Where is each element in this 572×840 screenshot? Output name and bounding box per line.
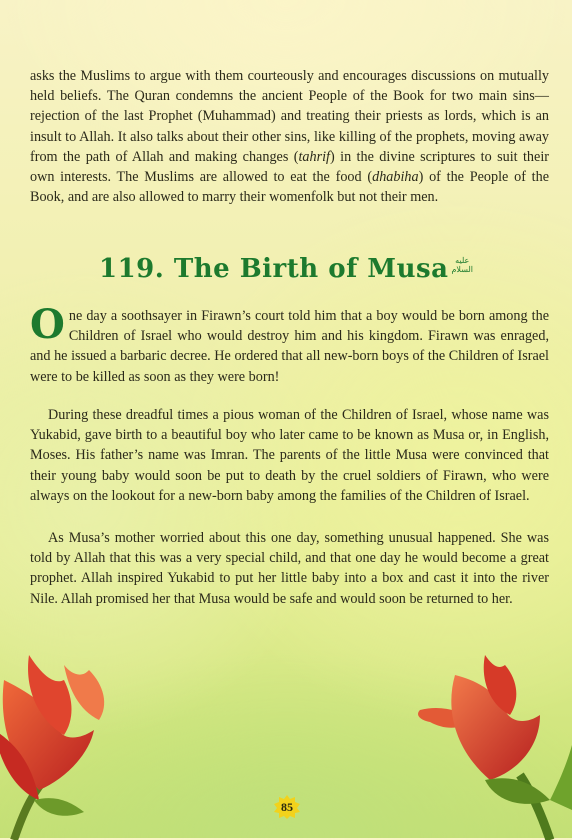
- red-flower-left-icon: [0, 640, 134, 840]
- honorific-line-1: عليه: [455, 256, 470, 265]
- chapter-title: 119. The Birth of Musa: [98, 254, 449, 284]
- intro-text-1: asks the Muslims to argue with them courteously and encourages discussions on mutually held beliefs. The Quran condemns the ancient People of the Book for two main sins—rejection of the last Prophet (Muhammad) and treating their priests as lords, which is an insult to Allah. It also talks about their other sins, like killing of the prophets, moving away from the path of Allah and making changes (: [30, 68, 549, 165]
- drop-cap: O: [30, 301, 65, 348]
- intro-text-3: ) of the People of the Book, and are also allowed to marry their womenfolk but not their men.: [30, 169, 549, 206]
- intro-text-2: ) in the divine scriptures to suit their own interests. The Muslims are allowed to eat the food (: [30, 148, 549, 186]
- honorific-calligraphy: [451, 256, 473, 274]
- honorific-line-2: السلام: [451, 265, 473, 274]
- paragraph-1-text: ne day a soothsayer in Firawn’s court told him that a boy would be born among the Children of Israel who would destroy him and his kingdom. Firawn was enraged, and he issued a barbaric decree. He ordered that all new-born boys of the Children of Israel were to be killed as soon as they were born!: [30, 308, 549, 385]
- intro-italic-dhabiha: dhabiha: [372, 169, 419, 186]
- paragraph-2: During these dreadful times a pious woman of the Children of Israel, whose name was Yukabid, gave birth to a beautiful boy who later came to be known as Musa or, in English, Moses. His father’s name was Imran. The parents of the little Musa were convinced that their young baby would soon be put to death by the cruel soldiers of Firawn, who were always on the lookout for a new-born baby among the families of the Children of Israel.: [30, 407, 549, 504]
- intro-italic-tahrif: tahrif: [298, 148, 331, 165]
- page-number-badge: [272, 794, 302, 820]
- paragraph-3: As Musa’s mother worried about this one day, something unusual happened. She was told by Allah that this was a very special child, and that one day he would become a great prophet. Allah inspired Yukabid to put her little baby into a box and cast it into the river Nile. Allah promised her that Musa would be safe and would soon be returned to her.: [30, 530, 549, 607]
- paragraph-1: [30, 301, 549, 387]
- intro-paragraph: [30, 66, 549, 207]
- chapter-heading: [0, 254, 572, 284]
- red-flower-right-icon: [400, 650, 572, 840]
- page-number: 85: [281, 800, 293, 814]
